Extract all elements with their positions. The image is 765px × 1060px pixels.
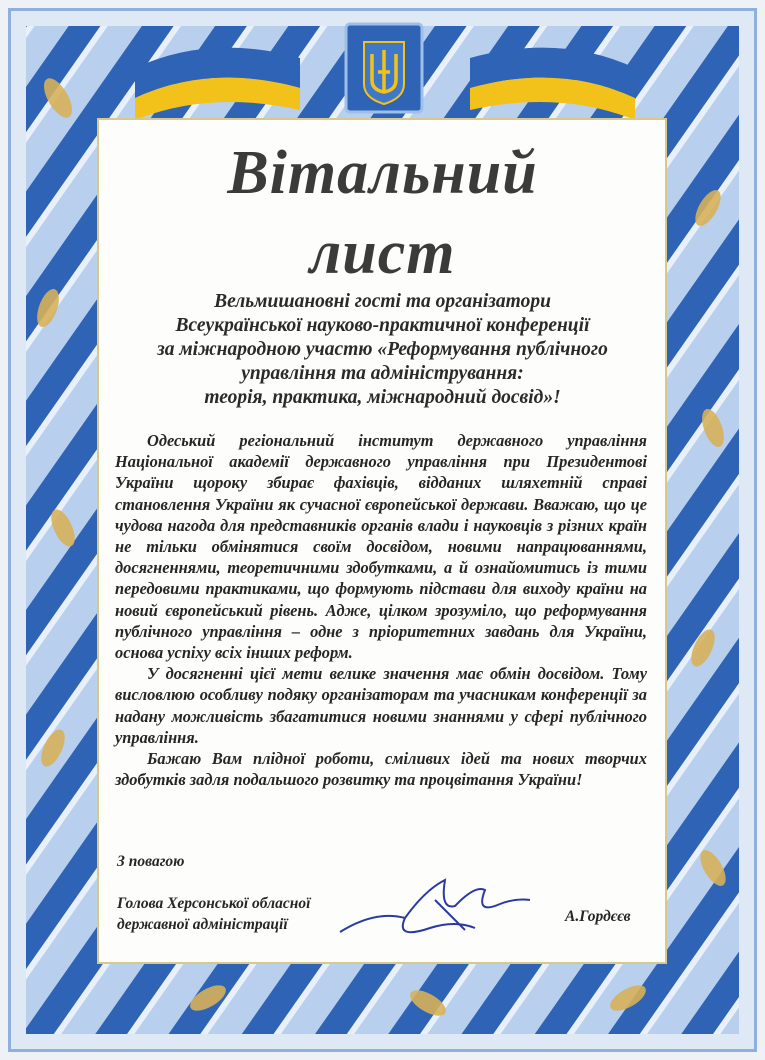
letter-title-line1: Вітальний bbox=[227, 139, 538, 207]
address-line: Всеукраїнської науково-практичної конференції bbox=[175, 315, 590, 336]
address-line: за міжнародною участю «Реформування публічного bbox=[157, 339, 608, 360]
address-line: Вельмишановні гості та організатори bbox=[214, 291, 551, 312]
address-line: теорія, практика, міжнародний досвід»! bbox=[204, 387, 561, 408]
body-paragraph: У досягненні цієї мети велике значення має обмін досвідом. Тому висловлюю особливу подяку організаторам та учасникам конференції за надану можливість збагатитися новими знаннями у сфері публічного управління. bbox=[115, 664, 647, 747]
letter-title-line2: лист bbox=[309, 219, 456, 287]
body-paragraph: Бажаю Вам плідної роботи, сміливих ідей та нових творчих здобутків задля подальшого розвитку та процвітання України! bbox=[115, 749, 647, 790]
position-line: державної адміністрації bbox=[117, 916, 288, 933]
signer-name: А.Гордєєв bbox=[565, 908, 631, 925]
trident-emblem-icon bbox=[344, 22, 424, 114]
address-line: управління та адміністрування: bbox=[241, 363, 524, 384]
closing-phrase: З повагою bbox=[117, 853, 185, 870]
handwritten-signature bbox=[335, 870, 535, 950]
signer-position bbox=[117, 893, 310, 935]
address-block bbox=[110, 290, 655, 410]
letter-body bbox=[115, 430, 647, 790]
position-line: Голова Херсонської обласної bbox=[117, 895, 311, 912]
body-paragraph: Одеський регіональний інститут державного управління Національної академії державного управління при Президентові України щороку збирає фахівців, відданих шляхетній справі становлення України як сучасної європейської держави. Вважаю, що це чудова нагода для представників органів влади і науковців з різних країн не тільки обмінятися своїм досвідом, новими напрацюваннями, досягненнями, теоретичними здобутками, а й ознайомитись із тими передовими практиками, що формують підстави для виходу країни на новий європейський рівень. Адже, цілком зрозуміло, що реформування публічного управління – одне з пріоритетних завдань для України, основа успіху всіх інших реформ. bbox=[115, 431, 647, 663]
